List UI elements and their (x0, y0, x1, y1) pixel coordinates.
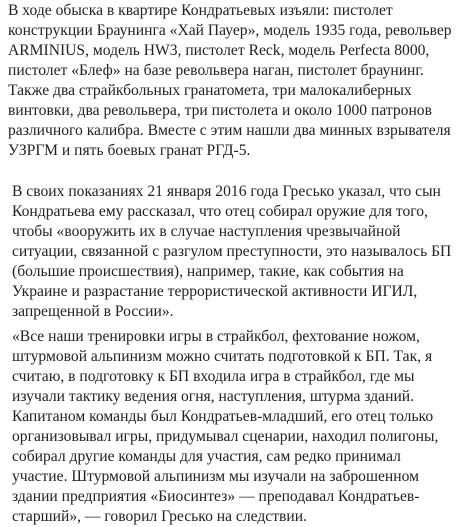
text-line: чтобы «вооружить их в случае наступления чрезвычайной (12, 223, 401, 240)
text-line: В своих показаниях 21 января 2016 года Гресько указал, что сын (12, 183, 441, 200)
text-line: Украине и разрастание террористической активности ИГИЛ, (12, 283, 418, 300)
text-line: считаю, в подготовку к БП входила игра в страйкбол, где мы (12, 368, 415, 385)
text-line: конструкции Браунинга «Хай Пауер», модель 1935 года, револьвер (8, 22, 452, 39)
text-line: ситуации, связанной с разгулом преступности, это называлось БП (12, 243, 452, 260)
text-line: Капитаном команды был Кондратьев-младший, его отец только (12, 408, 434, 425)
paragraph-quote (12, 327, 474, 527)
text-line: (большие происшествия), например, такие, как события на (12, 263, 404, 280)
text-line: собирал другие команды для участия, сам редко принимал (12, 448, 401, 465)
text-line: участие. Штурмовой альпинизм мы изучали на заброшенном (12, 468, 419, 485)
text-line: винтовки, два револьвера, три пистолета и около 1000 патронов (8, 102, 432, 119)
text-line: изучали тактику ведения огня, наступления, штурма зданий. (12, 388, 415, 405)
text-line: запрещенной в России». (12, 303, 174, 320)
text-line: Также два страйкбольных гранатомета, три малокалиберных (8, 82, 412, 99)
text-line: ARMINIUS, модель HW3, пистолет Reck, модель Perfecta 8000, (8, 42, 430, 59)
text-line: штурмовой альпинизм можно считать подготовкой к БП. Так, я (12, 348, 433, 365)
text-line: различного калибра. Вместе с этим нашли два минных взрывателя (8, 122, 451, 139)
text-line: Кондратьева ему рассказал, что отец собирал оружие для того, (12, 203, 429, 220)
text-line: пистолет «Блеф» на базе револьвера наган, пистолет браунинг. (8, 62, 424, 79)
paragraph-search-findings (8, 1, 474, 161)
paragraph-testimony (12, 182, 474, 322)
text-line: «Все наши тренировки игры в страйкбол, фехтование ножом, (12, 328, 420, 345)
text-line: В ходе обыска в квартире Кондратьевых изъяли: пистолет (8, 2, 393, 19)
text-line: здании предприятия «Биосинтез» — преподавал Кондратьев- (12, 488, 420, 505)
text-line: организовывал игры, придумывал сценарии, находил полигоны, (12, 428, 439, 445)
text-line: старший», — говорил Гресько на следствии. (12, 508, 307, 525)
text-line: УЗРГМ и пять боевых гранат РГД-5. (8, 142, 251, 159)
